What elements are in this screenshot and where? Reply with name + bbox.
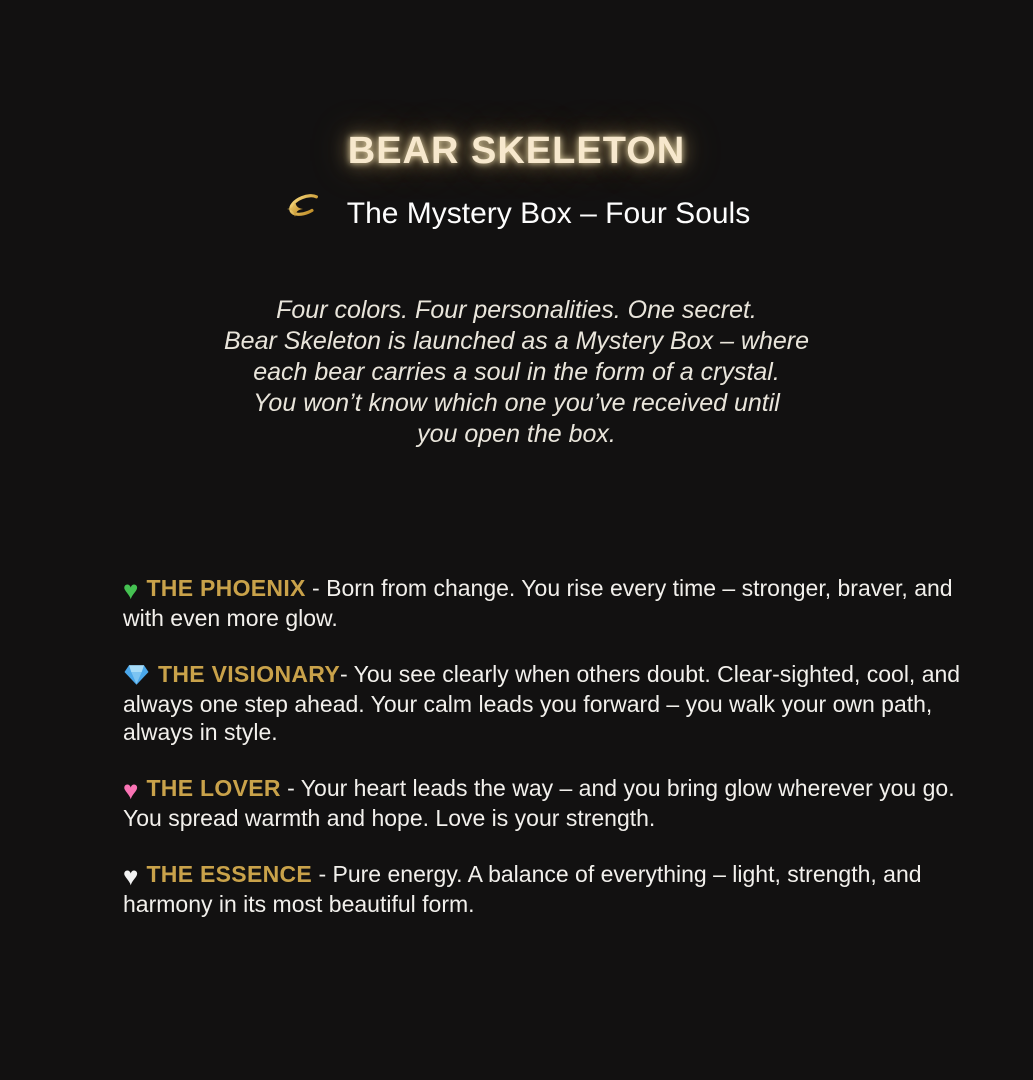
soul-separator: - — [280, 775, 301, 801]
intro-paragraph — [0, 295, 1033, 450]
intro-line: you open the box. — [417, 420, 616, 448]
dizzy-star-icon — [283, 188, 325, 239]
intro-line: each bear carries a soul in the form of a crystal. — [253, 358, 780, 386]
soul-item-lover — [123, 774, 983, 832]
intro-line: You won’t know which one you’ve received until — [253, 389, 780, 417]
white-heart-icon — [123, 862, 138, 890]
soul-label: THE PHOENIX — [146, 575, 306, 601]
soul-label: THE ESSENCE — [146, 861, 313, 887]
blue-gem-icon — [123, 662, 150, 690]
soul-label: THE VISIONARY — [158, 661, 340, 687]
soul-label: THE LOVER — [146, 775, 281, 801]
soul-separator: - — [339, 661, 354, 687]
soul-description: Pure energy. A balance of everything – light, strength, and harmony in its most beautiful form. — [123, 861, 922, 917]
intro-line: Four colors. Four personalities. One secret. — [276, 296, 757, 324]
soul-description: Born from change. You rise every time – stronger, braver, and with even more glow. — [123, 575, 953, 631]
soul-item-visionary — [123, 660, 983, 746]
soul-separator: - — [312, 861, 333, 887]
souls-list — [123, 574, 983, 918]
soul-description: You see clearly when others doubt. Clear-sighted, cool, and always one step ahead. Your calm leads you forward – you walk your own path, always in style. — [123, 661, 961, 745]
poster-header — [0, 0, 1033, 239]
subtitle-row — [0, 188, 1033, 239]
subtitle-text: The Mystery Box – Four Souls — [346, 196, 751, 230]
soul-description: Your heart leads the way – and you bring glow wherever you go. You spread warmth and hope. Love is your strength. — [123, 775, 955, 831]
page-title: BEAR SKELETON — [347, 130, 686, 172]
pink-heart-icon — [123, 776, 138, 804]
intro-line: Bear Skeleton is launched as a Mystery Box – where — [223, 327, 810, 355]
soul-item-essence — [123, 860, 983, 918]
soul-item-phoenix — [123, 574, 983, 632]
green-heart-icon — [123, 576, 138, 604]
soul-separator: - — [305, 575, 327, 601]
